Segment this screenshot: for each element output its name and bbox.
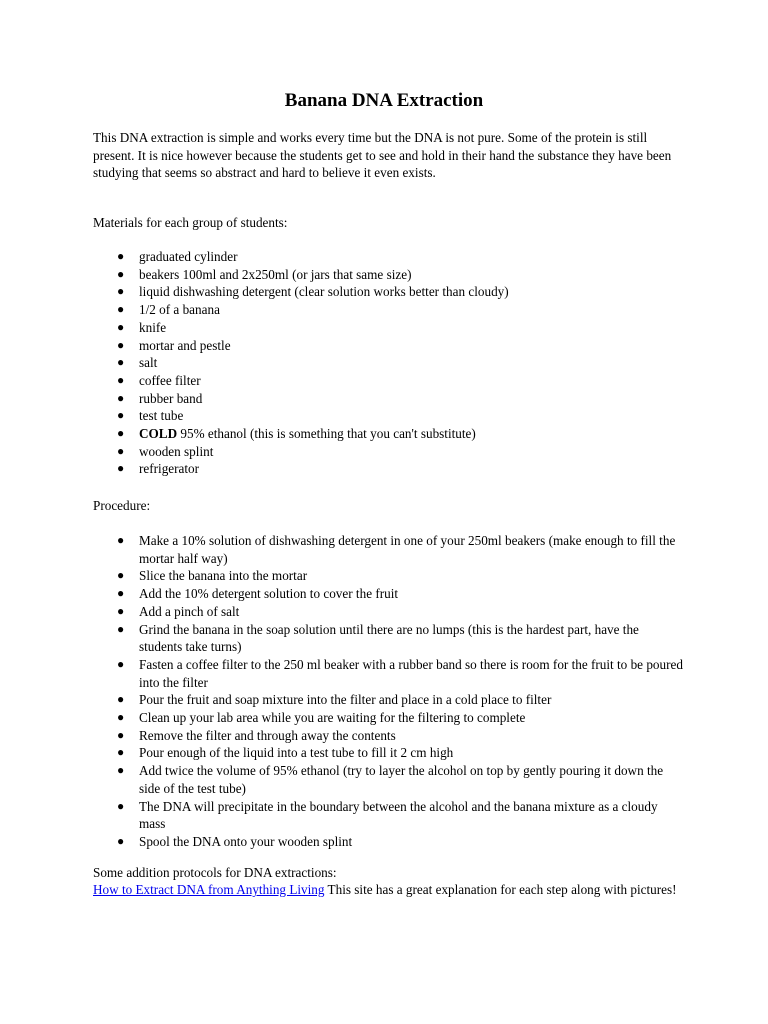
list-item: ● 1/2 of a banana [117, 302, 220, 318]
list-item: ● Clean up your lab area while you are waiting for the filtering to complete [117, 710, 526, 726]
list-item: ● Make a 10% solution of dishwashing detergent in one of your 250ml beakers (make enough to fill the mortar half way) [117, 533, 676, 566]
bullet-icon: ● [117, 355, 125, 370]
bullet-icon: ● [117, 710, 125, 725]
emphasis-cold: COLD [139, 426, 178, 442]
bullet-icon: ● [117, 833, 125, 848]
bullet-icon: ● [117, 443, 125, 458]
bullet-icon: ● [117, 372, 125, 387]
list-item: ● graduated cylinder [117, 249, 238, 264]
bullet-icon: ● [117, 586, 125, 601]
list-item: ● test tube [117, 408, 184, 424]
list-item: ● Slice the banana into the mortar [117, 568, 308, 584]
list-item: ● Pour enough of the liquid into a test tube to fill it 2 cm high [117, 745, 454, 761]
bullet-icon: ● [117, 266, 125, 281]
list-item: ● Fasten a coffee filter to the 250 ml beaker with a rubber band so there is room for the fruit to be poured into the filter [117, 656, 683, 690]
list-item: ● Spool the DNA onto your wooden splint [117, 833, 353, 849]
protocols-heading: Some addition protocols for DNA extractions: [93, 865, 337, 880]
procedure-heading: Procedure: [93, 498, 151, 513]
materials-heading: Materials for each group of students: [93, 215, 288, 230]
bullet-icon: ● [117, 319, 125, 334]
bullet-icon: ● [117, 426, 125, 441]
list-item: ● salt [117, 355, 158, 371]
bullet-icon: ● [117, 284, 125, 299]
list-item: ● Grind the banana in the soap solution until there are no lumps (this is the hardest part, have the students take turns) [117, 621, 639, 655]
bullet-icon: ● [117, 727, 125, 742]
list-item: ● The DNA will precipitate in the boundary between the alcohol and the banana mixture as a cloudy mass [117, 798, 658, 832]
protocols-description: This site has a great explanation for each step along with pictures! [324, 882, 677, 897]
list-item: ● Remove the filter and through away the contents [117, 727, 396, 743]
list-item: ● COLD 95% ethanol (this is something that you can't substitute) [117, 426, 476, 442]
list-item: ● Add the 10% detergent solution to cover the fruit [117, 586, 399, 602]
procedure-list [93, 532, 683, 851]
extract-dna-link[interactable]: How to Extract DNA from Anything Living [93, 882, 325, 897]
list-item: ● Add a pinch of salt [117, 603, 240, 619]
list-item: ● rubber band [117, 390, 203, 406]
bullet-icon: ● [117, 763, 125, 778]
bullet-icon: ● [117, 461, 125, 476]
bullet-icon: ● [117, 798, 125, 813]
list-item: ● beakers 100ml and 2x250ml (or jars that same size) [117, 266, 412, 282]
document-title: Banana DNA Extraction [284, 90, 484, 111]
bullet-icon: ● [117, 390, 125, 405]
bullet-icon: ● [117, 656, 125, 671]
list-item: ● liquid dishwashing detergent (clear solution works better than cloudy) [117, 284, 509, 300]
materials-list [93, 248, 683, 478]
bullet-icon: ● [117, 603, 125, 618]
list-item: ● Add twice the volume of 95% ethanol (try to layer the alcohol on top by gently pouring it down the side of the test tube) [117, 763, 664, 796]
bullet-icon: ● [117, 745, 125, 760]
list-item: ● Pour the fruit and soap mixture into the filter and place in a cold place to filter [117, 692, 552, 708]
list-item: ● mortar and pestle [117, 337, 231, 353]
list-item: ● knife [117, 319, 167, 335]
intro-paragraph: This DNA extraction is simple and works every time but the DNA is not pure. Some of the protein is still present. It is nice however because the students get to see and hold in their hand the substance they have been studying that seems so abstract and hard to believe it even exists. [93, 130, 672, 181]
bullet-icon: ● [117, 249, 125, 263]
list-item: ● refrigerator [117, 461, 200, 477]
bullet-icon: ● [117, 302, 125, 317]
bullet-icon: ● [117, 408, 125, 423]
bullet-icon: ● [117, 337, 125, 352]
bullet-icon: ● [117, 621, 125, 636]
list-item: ● wooden splint [117, 443, 214, 459]
list-item: ● coffee filter [117, 372, 201, 388]
bullet-icon: ● [117, 533, 125, 547]
bullet-icon: ● [117, 692, 125, 707]
protocols-paragraph [93, 881, 683, 899]
bullet-icon: ● [117, 568, 125, 583]
